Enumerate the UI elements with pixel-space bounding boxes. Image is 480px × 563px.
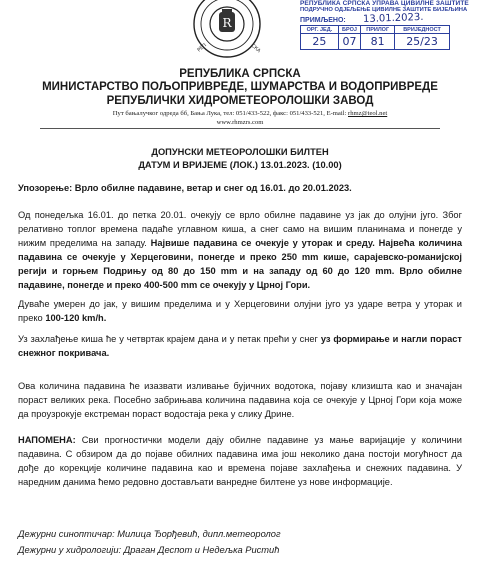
wind-text: Дуваће умерен до јак, у вишим пределима и у Херцеговини олујни југо уз ударе ветра у уторак и преко: [18, 299, 462, 323]
official-seal: [191, 0, 263, 60]
bulletin-datetime: ДАТУМ И ВРИЈЕМЕ (ЛОК.) 13.01.2023. (10.00): [138, 160, 342, 170]
snow-text: Уз захлађење киша ће у четвртак крајем дана и у петак прећи у снег: [18, 334, 321, 344]
stamp-col-value: 07: [338, 34, 361, 50]
warning-line: [18, 181, 462, 195]
stamp-col-header: ОРГ. ЈЕД.: [301, 26, 339, 34]
stamp-col-value: 25/23: [395, 34, 450, 50]
svg-text:РЕП: РЕП: [196, 42, 208, 54]
stamp-table: [300, 25, 450, 50]
bulletin-title: ДОПУНСКИ МЕТЕОРОЛОШКИ БИЛТЕН: [151, 147, 329, 157]
wind-paragraph: [18, 297, 462, 325]
stamp-line-1: РЕПУБЛИКА СРПСКА УПРАВА ЦИВИЛНЕ ЗАШТИТЕ: [300, 0, 469, 7]
impact-paragraph: Ова количина падавина ће изазвати изливање бујичних водотока, појаву клизишта као и значајан пораст великих река. Посебно забрињава количина падавина која се очекује у Црној Гори која може да проузрокује екстреман пораст водостаја река у слику Дрине.: [18, 381, 462, 419]
stamp-col-header: БРОЈ: [338, 26, 361, 34]
header-address: [30, 110, 470, 117]
warning-text: Врло обилне падавине, ветар и снег од 16.01. до 20.01.2023.: [72, 183, 352, 193]
stamp-col-header: ВРИЈЕДНОСТ: [395, 26, 450, 34]
stamp-col-value: 25: [301, 34, 339, 50]
header-ministry: МИНИСТАРСТВО ПОЉОПРИВРЕДЕ, ШУМАРСТВА И ВОДОПРИВРЕДЕ: [42, 81, 438, 93]
note-label: НАПОМЕНА:: [18, 435, 76, 445]
stamp-date: 13.01.2023.: [362, 11, 424, 26]
stamp-received-label: ПРИМЉЕНО:: [300, 17, 346, 24]
header-institute: РЕПУБЛИЧКИ ХИДРОМЕТЕОРОЛОШКИ ЗАВОД: [106, 95, 374, 107]
header-website-link[interactable]: www.rhmzrs.com: [216, 119, 264, 126]
received-stamp: [300, 0, 475, 58]
forecast-emphasis: Највише падавина се очекује у уторак и среду. Највећа количина падавина се очекује у Херцеговини, понегде и преко 250 mm кише, сарајевско-романијској регији и горњем Подрињу од 80 до 150 mm и на западу од 60 до 120 mm. Врло обилне падавине, понегде и преко 400-500 mm се очекују у Црној Гори.: [18, 238, 462, 290]
seal-emblem-icon: [191, 0, 263, 60]
stamp-col-header: ПРИЛОГ: [361, 26, 395, 34]
forecast-paragraph: [18, 208, 462, 292]
stamp-col-value: 81: [361, 34, 395, 50]
snow-emphasis: уз формирање и нагли пораст снежног покривача.: [18, 334, 462, 358]
wind-emphasis: 100-120 km/h.: [45, 313, 107, 323]
snow-paragraph: [18, 332, 462, 360]
header-divider: [40, 128, 440, 129]
warning-label: Упозорење:: [18, 183, 73, 193]
signature-forecaster: Дежурни синоптичар: Милица Ђорђевић, дипл.метеоролог: [18, 529, 281, 539]
address-text: Пут бањалучког одреда бб, Бања Лука, тел: 051/433-522, факс: 051/433-521, E-mail:: [112, 110, 348, 117]
note-paragraph: [18, 433, 462, 489]
svg-text:R: R: [222, 16, 232, 30]
signature-hydrology: Дежурни у хидрологији: Драган Деспот и Недељка Ристић: [18, 545, 280, 555]
header-republic: РЕПУБЛИКА СРПСКА: [179, 68, 301, 80]
address-email-link[interactable]: rhmz@teol.net: [348, 110, 388, 117]
forecast-text: Од понедељка 16.01. до петка 20.01. очекују се врло обилне падавине уз јак до олујни југо. Због релативно топлог времена падаће углавном киша, а снег само на вишим планинама и понегде у нижим пределима на западу.: [18, 210, 462, 248]
svg-text:СКА: СКА: [249, 42, 262, 55]
note-text: Сви прогностички модели дају обилне падавине уз мање варијације у количини падавина. С обзиром да до појаве обилних падавина има још неколико дана постоји могућност да дође до корекције количине падавина као и времена појаве захлађења и снежних падавина. У наредним данима ћемо редовно достављати ванредне билтене уз нове информације.: [18, 435, 462, 487]
stamp-line-2: ПОДРУЧНО ОДЈЕЉЕЊЕ ЦИВИЛНЕ ЗАШТИТЕ БИЈЕЉИНА: [300, 7, 468, 13]
